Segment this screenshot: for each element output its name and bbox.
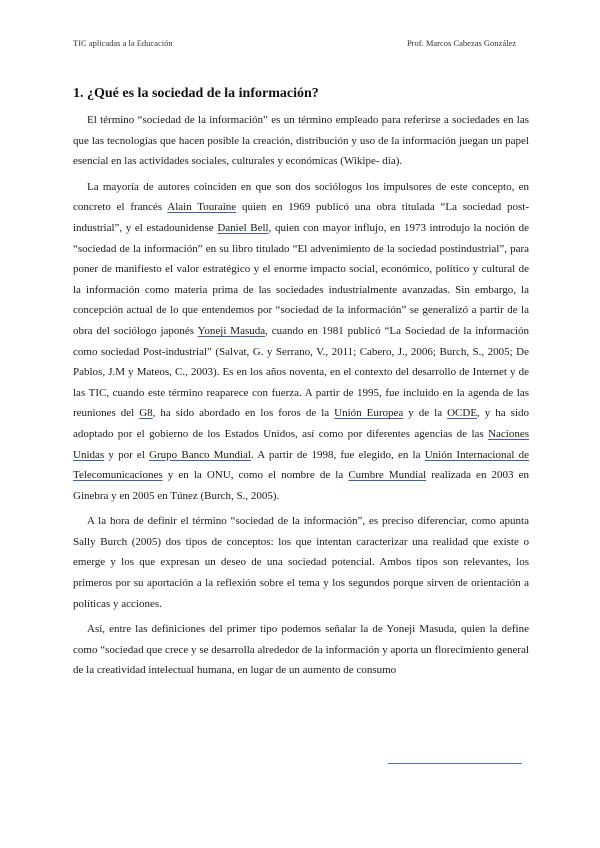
link-grupo-banco-mundial[interactable]: Grupo Banco Mundial (149, 448, 251, 461)
link-naciones-unidas[interactable]: Naciones Unidas (73, 427, 529, 461)
header-course: TIC aplicadas a la Educación (73, 38, 173, 48)
link-yoneji-masuda[interactable]: Yoneji Masuda (197, 324, 266, 337)
text-run: La mayoría de autores coinciden en que son dos sociólogos los impulsores de este concepto, en concreto el francés (73, 180, 529, 214)
document-body (73, 110, 529, 686)
text-run: , cuando en 1981 publicó “La Sociedad de la información como sociedad Post-industrial” (Salvat, G. y Serrano, V., 2011; Cabero, J., 2006; Burch, S., 2005; De Pablos, J.M y Mateos, C., 2003). Es en los años noventa, en el contexto del desarrollo de Internet y de las TIC, cuando este término reaparece con fuerza. A partir de 1995, fue incluido en la agenda de las reuniones del (73, 324, 530, 420)
text-run: y de la (403, 407, 448, 420)
link-uit[interactable]: Unión Internacional de Telecomunicaciones (73, 448, 530, 482)
text-run: y en la ONU, como el nombre de la (162, 469, 349, 482)
text-run: . A partir de 1998, fue elegido, en la (250, 448, 425, 461)
footnote-separator (388, 763, 522, 764)
paragraph-definition: El término “sociedad de la información” es un término empleado para referirse a sociedades en las que las tecnologías que hacen posible la creación, distribución y uso de la información juegan un papel esencial en las actividades sociales, culturales y económicas (Wikipe- dia). (73, 114, 529, 168)
link-union-europea[interactable]: Unión Europea (334, 407, 404, 420)
paragraph-burch: A la hora de definir el término “sociedad de la información”, es preciso diferenciar, como apunta Sally Burch (2005) dos tipos de conceptos: los que intentan caracterizar una realidad que existe o emerge y los que expresan un deseo de una sociedad potencial. Ambos tipos son relevantes, los primeros por su aportación a la reflexión sobre el tema y los segundos porque sirven de orientación a políticas y acciones. (73, 515, 529, 610)
paragraph-masuda: Así, entre las definiciones del primer tipo podemos señalar la de Yoneji Masuda, quien la define como “sociedad que crece y se desarrolla alrededor de la información y aporta un florecimiento general de la creatividad intelectual humana, en lugar de un aumento de consumo (73, 623, 529, 677)
text-run: , quien con mayor influjo, en 1973 introdujo la noción de “sociedad de la información” en su libro titulado “El advenimiento de la sociedad postindustrial”, para poner de manifiesto el valor estratégico y el enorme impacto social, económico, político y cultural de la información como materia prima de las sociedades industrialmente avanzadas. Sin embargo, la concepción actual de lo que entendemos por “sociedad de la información” se generalizó a partir de la obra del sociólogo japonés (73, 221, 530, 337)
section-title: 1. ¿Qué es la sociedad de la información? (73, 86, 319, 101)
link-g8[interactable]: G8 (139, 407, 153, 420)
text-run: , ha sido abordado en los foros de la (152, 407, 335, 420)
link-ocde[interactable]: OCDE (447, 407, 478, 420)
text-run: , y ha sido adoptado por el gobierno de los Estados Unidos, así como por diferentes agencias de las (73, 407, 529, 440)
link-cumbre-mundial[interactable]: Cumbre Mundial (348, 469, 427, 482)
link-daniel-bell[interactable]: Daniel Bell (217, 221, 269, 234)
text-run: y por el (104, 448, 150, 461)
text-run: realizada en 2003 en Ginebra y en 2005 en Túnez (Burch, S., 2005). (73, 469, 530, 502)
link-alain-touraine[interactable]: Alain Touraine (167, 201, 237, 214)
paragraph-origins (73, 177, 529, 507)
text-run: quien en 1969 publicó una obra titulada “La sociedad post-industrial”, y el estadounidense (73, 201, 529, 234)
header-author: Prof. Marcos Cabezas González (406, 38, 516, 48)
